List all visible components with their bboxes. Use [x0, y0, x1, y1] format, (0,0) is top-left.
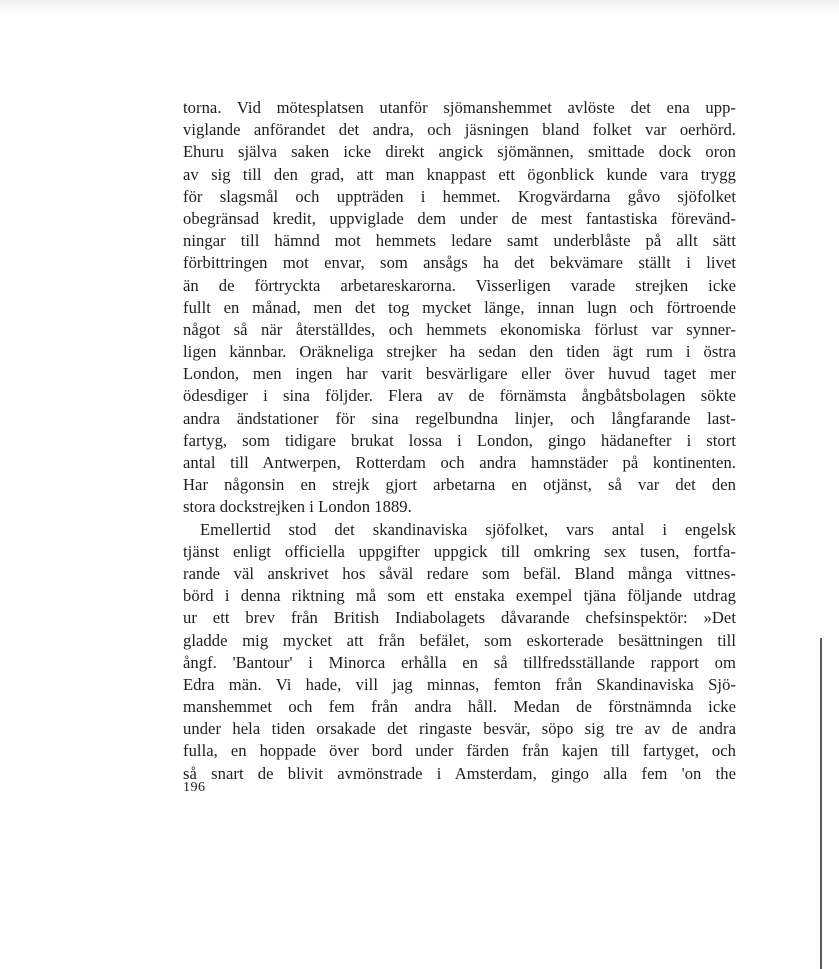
body-text [183, 97, 736, 785]
text-line: något så när återställdes, och hemmets ekonomiska förlust var synner- [183, 319, 736, 339]
text-line: Emellertid stod det skandinaviska sjöfolket, vars antal i engelsk [200, 519, 736, 539]
text-line: Har någonsin en strejk gjort arbetarna en otjänst, så var det den [183, 475, 736, 495]
text-line: börd i denna riktning må som ett enstaka exempel tjäna följande utdrag [183, 586, 736, 606]
text-line: så snart de blivit avmönstrade i Amsterdam, gingo alla fem 'on the [183, 763, 736, 783]
text-line: under hela tiden orsakade det ringaste besvär, söpo sig tre av de andra [183, 719, 736, 739]
text-line: tjänst enligt officiella uppgifter uppgick till omkring sex tusen, fortfa- [183, 541, 736, 561]
paragraph [183, 519, 736, 785]
text-line: fartyg, som tidigare brukat lossa i London, gingo hädanefter i stort [183, 430, 736, 450]
text-line: andra ändstationer för sina regelbundna linjer, och långfarande last- [183, 408, 736, 428]
text-line: viglande anförandet det andra, och jäsningen bland folket var oerhörd. [183, 120, 736, 140]
text-line: stora dockstrejken i London 1889. [183, 497, 412, 517]
text-line: fullt en månad, men det tog mycket länge, innan lugn och förtroende [183, 297, 736, 317]
text-line: än de förtryckta arbetareskarorna. Visserligen varade strejken icke [183, 275, 736, 295]
page-top-edge [0, 0, 839, 14]
text-line: Edra män. Vi hade, vill jag minnas, femton från Skandinaviska Sjö- [183, 674, 736, 694]
text-line: gladde mig mycket att från befälet, som eskorterade besättningen till [183, 630, 736, 650]
text-line: av sig till den grad, att man knappast ett ögonblick kunde vara trygg [183, 164, 736, 184]
text-line: Ehuru själva saken icke direkt angick sjömännen, smittade dock oron [183, 142, 736, 162]
text-line: torna. Vid mötesplatsen utanför sjömanshemmet avlöste det ena upp- [183, 98, 736, 117]
text-line: ur ett brev från British Indiabolagets dåvarande chefsinspektör: »Det [183, 608, 736, 628]
text-line: antal till Antwerpen, Rotterdam och andra hamnstäder på kontinenten. [183, 453, 736, 472]
text-line: manshemmet och fem från andra håll. Medan de förstnämnda icke [183, 697, 736, 717]
paragraph [183, 97, 736, 519]
text-line: ningar till hämnd mot hemmets ledare samt underblåste på allt sätt [183, 231, 736, 251]
text-line: för slagsmål och uppträden i hemmet. Krogvärdarna gåvo sjöfolket [183, 186, 736, 206]
text-line: rande väl anskrivet hos såväl redare som befäl. Bland många vittnes- [183, 563, 736, 583]
text-line: obegränsad kredit, uppviglade dem under de mest fantastiska förevänd- [183, 208, 736, 228]
scan-margin-line [820, 638, 822, 969]
text-line: London, men ingen har varit besvärligare eller över huvud taget mer [183, 364, 736, 384]
text-line: förbittringen mot envar, som ansågs ha det bekvämare ställt i livet [183, 253, 736, 273]
text-line: fulla, en hoppade över bord under färden från kajen till fartyget, och [183, 741, 736, 761]
text-line: ångf. 'Bantour' i Minorca erhålla en så tillfredsställande rapport om [183, 652, 736, 672]
text-line: ligen kännbar. Oräkneliga strejker ha sedan den tiden ägt rum i östra [183, 342, 736, 362]
page-number: 196 [183, 780, 206, 795]
text-line: ödesdiger i sina följder. Flera av de förnämsta ångbåtsbolagen sökte [183, 386, 736, 406]
